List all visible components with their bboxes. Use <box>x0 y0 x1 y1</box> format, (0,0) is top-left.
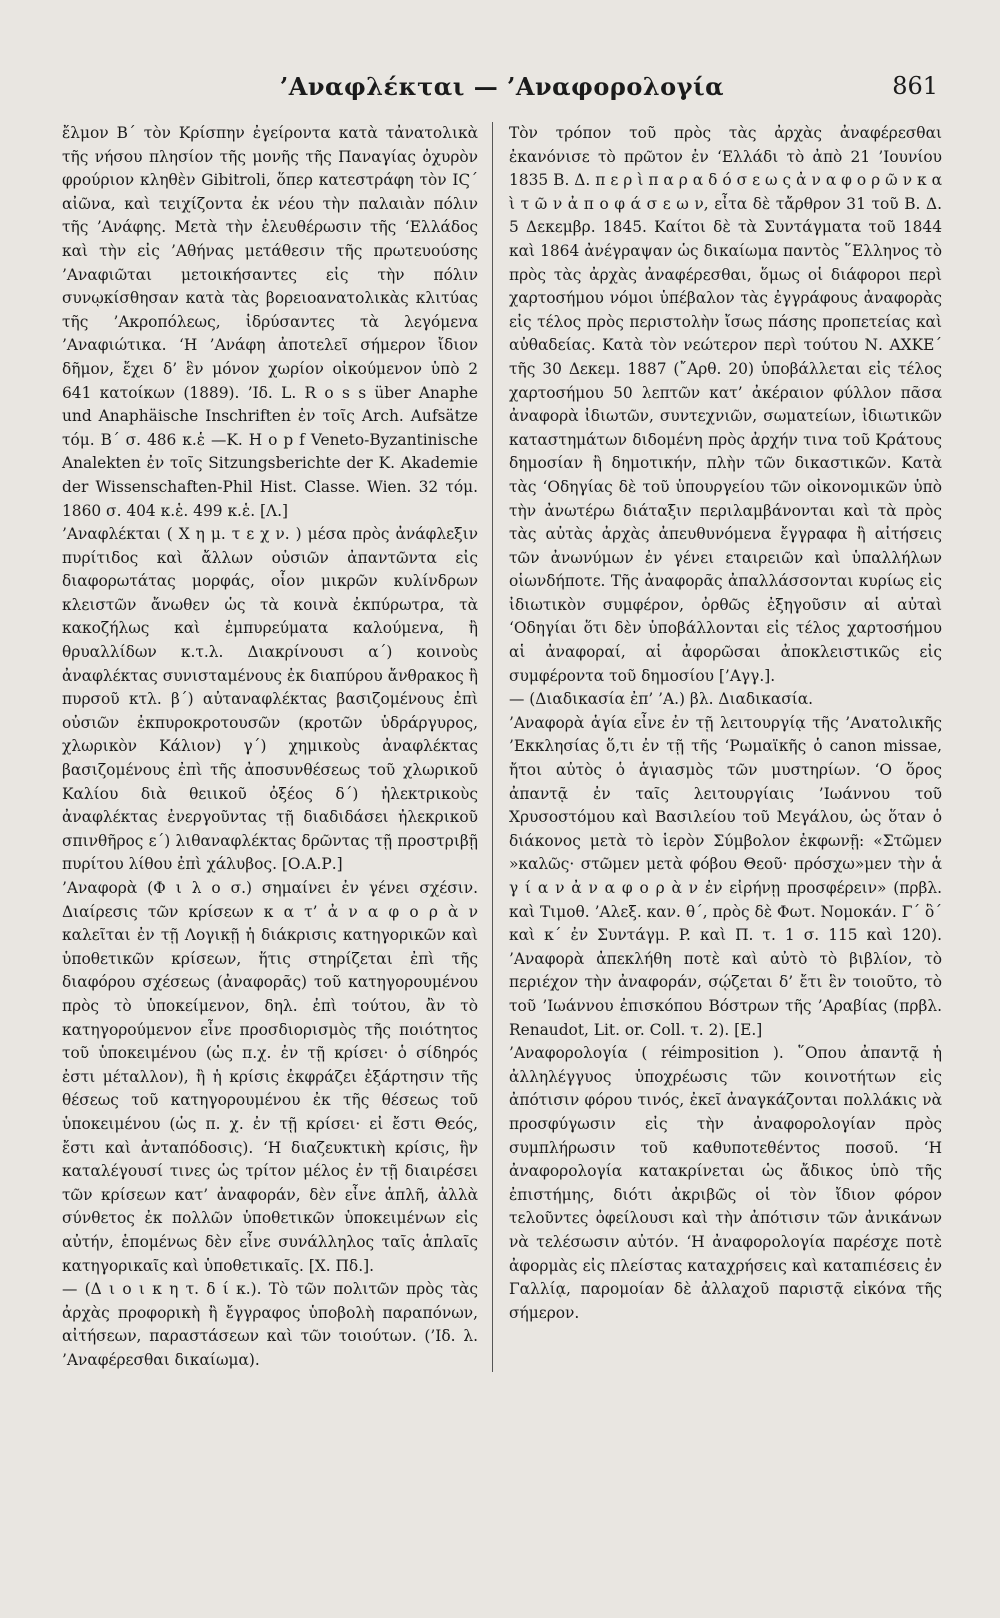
paragraph: Τὸν τρόπον τοῦ πρὸς τὰς ἀρχὰς ἀναφέρεσθαι ἐκανόνισε τὸ πρῶτον ἐν ‘Ελλάδι τὸ ἀπὸ 21 ’Ιουνίου 1835 Β. Δ. π ε ρ ὶ π α ρ α δ ό σ ε ω ς ἀ ν α φ ο ρ ῶ ν κ α ὶ τ ῶ ν ἀ π ο φ ά σ ε ω ν, εἶτα δὲ τἄρθρον 31 τοῦ Β. Δ. 5 Δεκεμβρ. 1845. Καίτοι δὲ τὰ Συντάγματα τοῦ 1844 καὶ 1864 ἀνέγραψαν ὡς δικαίωμα παντὸς ῞Ελληνος τὸ πρὸς τὰς ἀρχὰς ἀναφέρεσθαι, ὅμως οἱ διάφοροι περὶ χαρτοσήμου νόμοι ὑπέβαλον τὰς ἐγγράφους ἀναφορὰς εἰς τέλος πρὸς περιστολὴν ἴσως πάσης προπετείας καὶ αὐθαδείας. Κατὰ τὸν νεώτερον περὶ τούτου Ν. ΑΧΚΕ΄ τῆς 30 Δεκεμ. 1887 (῎Αρθ. 20) ὑποβάλλεται εἰς τέλος χαρτοσήμου 50 λεπτῶν κατ’ ἀκέραιον φύλλον πᾶσα ἀναφορὰ ἰδιωτῶν, συντεχνιῶν, σωματείων, ἰδιωτικῶν καταστημάτων διδομένη πρὸς ἀρχήν τινα τοῦ Κράτους δημοσίαν ἢ δημοτικήν, πλὴν τῶν δικαστικῶν. Κατὰ τὰς ‘Οδηγίας δὲ τοῦ ὑπουργείου τῶν οἰκονομικῶν ὑπὸ τὴν ἀνωτέρω διάταξιν περιλαμβάνονται καὶ τὰ πρὸς τὰς αὐτὰς ἀρχὰς ἀπευθυνόμενα ἔγγραφα ἢ αἰτήσεις τῶν ἀνωνύμων ἐν γένει εταιρειῶν καὶ ὑπαλλήλων οἱωνδήποτε. Τῆς ἀναφορᾶς ἀπαλλάσσονται κυρίως εἰς ἰδιωτικὸν συμφέρον, ὀρθῶς ἐξηγοῦσιν αἱ αὐταὶ ‘Οδηγίαι ὅτι δὲν ὑποβάλλονται εἰς τέλος χαρτοσήμου αἱ ἀναφοραί, αἱ ἀφορῶσαι ἀποκλειστικῶς εἰς συμφέροντα τοῦ δημοσίου [’Αγγ.]. <box>509 124 942 685</box>
paragraph: ’Αναφορολογία ( réimposition ). ῞Οπου ἀπαντᾷ ἡ ἀλληλέγγυος ὑποχρέωσις τῶν κοινοτήτων εἰς ἀπότισιν φόρου τινός, ἐκεῖ ἀναγκάζονται πολλάκις νὰ προσφύγωσιν εἰς τὴν ἀναφορολογίαν πρὸς συμπλήρωσιν τοῦ καθυποτεθέντος ποσοῦ. ‘Η ἀναφορολογία κατακρίνεται ὡς ἄδικος ὑπὸ τῆς ἐπιστήμης, διότι ἀκριβῶς οἱ τὸν ἴδιον φόρον τελοῦντες ὀφείλουσι καὶ τὴν ἀπότισιν τῶν ἀνικάνων νὰ τελέσωσιν αὐτόν. ‘Η ἀναφορολογία παρέσχε ποτὲ ἀφορμὰς εἰς πλείστας καταχρήσεις καὶ καταπιέσεις ἐν Γαλλίᾳ, παρομοίαν δὲ ἀλλαχοῦ παριστᾷ εἰκόνα τῆς σήμερον. <box>509 1044 942 1322</box>
paragraph: ’Αναφλέκται ( Χ η μ. τ ε χ ν. ) μέσα πρὸς ἀνάφλεξιν πυρίτιδος καὶ ἄλλων οὐσιῶν ἀπαντῶντα εἰς διαφορωτάτας μορφάς, οἷον μικρῶν κυλίνδρων κλειστῶν ἄνωθεν ὡς τὰ κοινὰ ἐκπύρωτρα, τὰ κακοζήλως καὶ ἐμπυρεύματα καλούμενα, ἢ θρυαλλίδων κ.τ.λ. Διακρίνουσι α΄) κοινοὺς ἀναφλέκτας συνισταμένους ἐκ διαπύρου ἄνθρακος ἢ πυρσοῦ κτλ. β΄) αὐταναφλέκτας βασιζομένους ἐπὶ οὐσιῶν ἐκπυροκροτουσῶν (κροτῶν ὑδράργυρος, χλωρικὸν Κάλιον) γ΄) χημικοὺς ἀναφλέκτας βασιζομένους ἐπὶ τῆς ἀποσυνθέσεως τοῦ χλωρικοῦ Καλίου διὰ θειικοῦ ὀξέος δ΄) ἠλεκτρικοὺς ἀναφλέκτας ἐνεργοῦντας τῇ διαδιδάσει ἠλεκρικοῦ σπινθῆρος ε΄) λιθαναφλέκτας δρῶντας τῇ προστριβῇ πυρίτου λίθου ἐπὶ χάλυβος. [Ο.Α.Ρ.] <box>62 525 478 874</box>
text-columns <box>62 122 942 1372</box>
paragraph: ἔλμον Β΄ τὸν Κρίσπην ἐγείροντα κατὰ τἀνατολικὰ τῆς νήσου πλησίον τῆς μονῆς τῆς Παναγίας ὀχυρὸν φρούριον κληθὲν Gibitroli, ὅπερ κατεστράφη τὸν ΙϚ΄ αἰῶνα, καὶ τειχίζοντα ἐκ νέου τὴν παλαιὰν πόλιν τῆς ’Ανάφης. Μετὰ τὴν ἐλευθέρωσιν τῆς ‘Ελλάδος καὶ τὴν εἰς ’Αθήνας μετάθεσιν τῆς πρωτευούσης ’Αναφιῶται μετοικήσαντες εἰς τὴν πόλιν συνῳκίσθησαν κατὰ τὰς βορειοανατολικὰς κλιτύας τῆς ’Ακροπόλεως, ἱδρύσαντες τὰ λεγόμενα ’Αναφιώτικα. ‘Η ’Ανάφη ἀποτελεῖ σήμερον ἴδιον δῆμον, ἔχει δ’ ἓν μόνον χωρίον οἰκούμενον ὑπὸ 2 641 κατοίκων (1889). ’Ιδ. L. R o s s über Anaphe und Anaphäische Inschriften ἐν τοῖς Arch. Aufsätze τόμ. Β΄ σ. 486 κ.ἑ —K. H o p f Veneto-Byzantinische Analekten ἐν τοῖς Sitzungsberichte der K. Akademie der Wissenschaften-Phil Hist. Classe. Wien. 32 τόμ. 1860 σ. 404 κ.ἑ. 499 κ.ἑ. [Λ.] <box>62 124 478 520</box>
running-header <box>62 72 942 116</box>
page-number: 861 <box>892 72 938 100</box>
right-column <box>492 122 942 1372</box>
paragraph: — (Διαδικασία ἐπ’ ’Α.) βλ. Διαδικασία. <box>509 690 814 709</box>
paragraph: ’Αναφορὰ (Φ ι λ ο σ.) σημαίνει ἐν γένει σχέσιν. Διαίρεσις τῶν κρίσεων κ α τ’ ἀ ν α φ ο ρ ὰ ν καλεῖται ἐν τῇ Λογικῇ ἡ διάκρισις κατηγορικῶν καὶ ὑποθετικῶν κρίσεων, ἥτις στηρίζεται ἐπὶ τῆς διαφόρου σχέσεως (ἀναφορᾶς) τοῦ κατηγορουμένου πρὸς τὸ ὑποκείμενον, δηλ. ἐπὶ τούτου, ἂν τὸ κατηγορούμενον εἶνε προσδιορισμὸς τῆς ποιότητος τοῦ ὑποκειμένου (ὡς π.χ. ἐν τῇ κρίσει· ὁ σίδηρός ἐστι μέταλλον), ἢ ἡ κρίσις ἐκφράζει ἐξάρτησιν τῆς θέσεως τοῦ κατηγορουμένου ἐκ τῆς θέσεως τοῦ ὑποκειμένου (ὡς π. χ. ἐν τῇ κρίσει· εἰ ἔστι Θεός, ἔστι καὶ ἀνταπόδοσις). ‘Η διαζευκτικὴ κρίσις, ἣν καταλέγουσί τινες ὡς τρίτον μέλος ἐν τῇ διαιρέσει τῶν κρίσεων κατ’ ἀναφοράν, δὲν εἶνε ἁπλῆ, ἀλλὰ σύνθετος ἐκ πολλῶν ὑποθετικῶν ὑποκειμένων εἰς αὐτήν, ἑπομένως δὲν εἶνε συνάλληλος ταῖς ἁπλαῖς κατηγορικαῖς καὶ ὑποθετικαῖς. [Χ. Πδ.]. <box>62 879 478 1275</box>
header-title: ’Αναφλέκται — ’Αναφορολογία <box>279 72 725 101</box>
paragraph: ’Αναφορὰ ἁγία εἶνε ἐν τῇ λειτουργίᾳ τῆς ’Ανατολικῆς ’Εκκλησίας ὅ,τι ἐν τῇ τῆς ‘Ρωμαϊκῆς ὁ canon missae, ἤτοι αὐτὸς ὁ ἁγιασμὸς τῶν μυστηρίων. ‘Ο ὅρος ἀπαντᾷ ἐν ταῖς λειτουργίαις ’Ιωάννου τοῦ Χρυσοστόμου καὶ Βασιλείου τοῦ Μεγάλου, ὡς ὅταν ὁ διάκονος μετὰ τὸ ἱερὸν Σύμβολον ἐκφωνῇ: «Στῶμεν »καλῶς· στῶμεν μετὰ φόβου Θεοῦ· πρόσχω»μεν τὴν ἁ γ ί α ν ἀ ν α φ ο ρ ὰ ν ἐν εἰρήνῃ προσφέρειν» (πρβλ. καὶ Τιμοθ. ’Αλεξ. καν. θ΄, πρὸς δὲ Φωτ. Νομοκάν. Γ΄ ὃ΄ καὶ κ΄ ἐν Συντάγμ. P. καὶ Π. τ. 1 σ. 115 καὶ 120). ’Αναφορὰ ἀπεκλήθη ποτὲ καὶ αὐτὸ τὸ βιβλίον, τὸ περιέχον τὴν ἀναφοράν, σῴζεται δ’ ἔτι ἓν τοιοῦτο, τὸ τοῦ ’Ιωάννου ἐπισκόπου Βόστρων τῆς ’Αραβίας (πρβλ. Renaudot, Lit. or. Coll. τ. 2). [Ε.] <box>509 713 942 1039</box>
left-column <box>62 122 492 1372</box>
paragraph: — (Δ ι ο ι κ η τ. δ ί κ.). Τὸ τῶν πολιτῶν πρὸς τὰς ἀρχὰς προφορικὴ ἢ ἔγγραφος ὑποβολὴ παραπόνων, αἰτήσεων, παραστάσεων καὶ τῶν τοιούτων. (’Ιδ. λ. ’Αναφέρεσθαι δικαίωμα). <box>62 1280 478 1369</box>
